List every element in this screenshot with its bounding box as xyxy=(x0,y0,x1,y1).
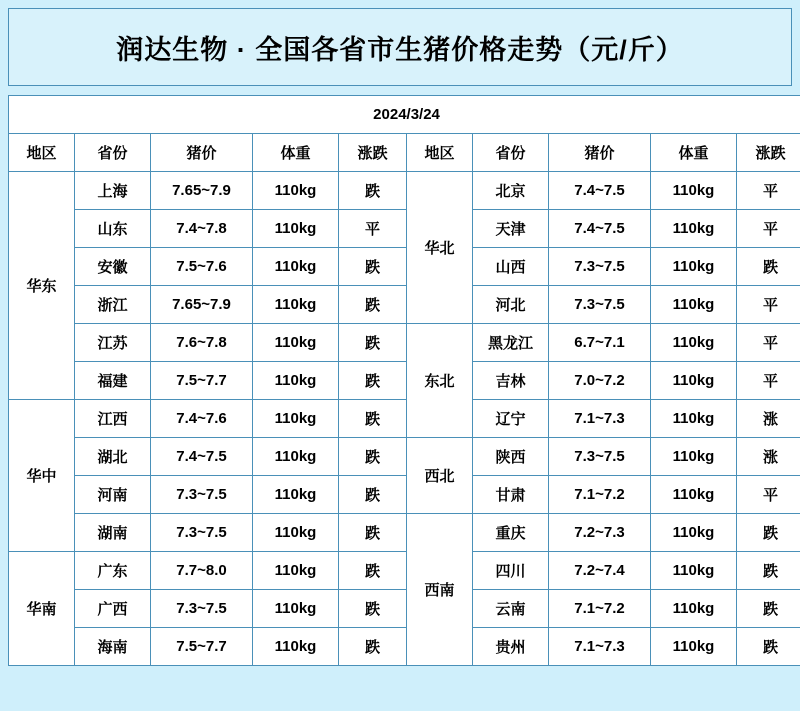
change-cell-right: 平 xyxy=(737,286,800,324)
province-cell-left: 山东 xyxy=(75,210,151,248)
weight-cell-left: 110kg xyxy=(253,324,339,362)
region-cell-right: 东北 xyxy=(407,324,473,438)
weight-cell-right: 110kg xyxy=(651,324,737,362)
col-province-left: 省份 xyxy=(75,134,151,172)
change-cell-left: 跌 xyxy=(339,628,407,666)
weight-cell-left: 110kg xyxy=(253,476,339,514)
region-cell-right: 西南 xyxy=(407,514,473,666)
region-cell-left: 华东 xyxy=(9,172,75,400)
weight-cell-left: 110kg xyxy=(253,400,339,438)
change-cell-right: 跌 xyxy=(737,552,800,590)
change-cell-left: 跌 xyxy=(339,552,407,590)
province-cell-right: 贵州 xyxy=(473,628,549,666)
weight-cell-right: 110kg xyxy=(651,400,737,438)
weight-cell-left: 110kg xyxy=(253,210,339,248)
change-cell-right: 平 xyxy=(737,362,800,400)
province-cell-right: 黑龙江 xyxy=(473,324,549,362)
table-row xyxy=(9,286,800,324)
price-cell-left: 7.5~7.7 xyxy=(151,362,253,400)
table-row xyxy=(9,210,800,248)
change-cell-left: 跌 xyxy=(339,590,407,628)
weight-cell-right: 110kg xyxy=(651,286,737,324)
price-cell-left: 7.3~7.5 xyxy=(151,590,253,628)
price-cell-left: 7.5~7.7 xyxy=(151,628,253,666)
change-cell-left: 跌 xyxy=(339,286,407,324)
weight-cell-left: 110kg xyxy=(253,514,339,552)
table-row xyxy=(9,590,800,628)
change-cell-right: 平 xyxy=(737,476,800,514)
change-cell-right: 跌 xyxy=(737,590,800,628)
price-cell-right: 7.3~7.5 xyxy=(549,248,651,286)
table-row xyxy=(9,552,800,590)
weight-cell-right: 110kg xyxy=(651,552,737,590)
weight-cell-left: 110kg xyxy=(253,628,339,666)
change-cell-right: 跌 xyxy=(737,628,800,666)
change-cell-left: 跌 xyxy=(339,514,407,552)
change-cell-right: 平 xyxy=(737,172,800,210)
province-cell-right: 吉林 xyxy=(473,362,549,400)
report-date: 2024/3/24 xyxy=(9,96,800,134)
province-cell-left: 湖南 xyxy=(75,514,151,552)
province-cell-left: 广东 xyxy=(75,552,151,590)
weight-cell-left: 110kg xyxy=(253,438,339,476)
change-cell-right: 涨 xyxy=(737,400,800,438)
price-cell-left: 7.4~7.6 xyxy=(151,400,253,438)
price-cell-left: 7.3~7.5 xyxy=(151,514,253,552)
province-cell-left: 湖北 xyxy=(75,438,151,476)
col-region-right: 地区 xyxy=(407,134,473,172)
weight-cell-right: 110kg xyxy=(651,172,737,210)
weight-cell-right: 110kg xyxy=(651,248,737,286)
province-cell-left: 海南 xyxy=(75,628,151,666)
weight-cell-right: 110kg xyxy=(651,438,737,476)
price-cell-left: 7.65~7.9 xyxy=(151,286,253,324)
pig-price-table xyxy=(8,95,800,666)
weight-cell-left: 110kg xyxy=(253,286,339,324)
weight-cell-left: 110kg xyxy=(253,552,339,590)
province-cell-left: 江西 xyxy=(75,400,151,438)
weight-cell-right: 110kg xyxy=(651,362,737,400)
table-row xyxy=(9,248,800,286)
province-cell-right: 陕西 xyxy=(473,438,549,476)
change-cell-left: 跌 xyxy=(339,324,407,362)
change-cell-right: 平 xyxy=(737,210,800,248)
region-cell-right: 华北 xyxy=(407,172,473,324)
price-cell-right: 7.3~7.5 xyxy=(549,438,651,476)
table-row xyxy=(9,514,800,552)
price-cell-left: 7.7~8.0 xyxy=(151,552,253,590)
province-cell-right: 辽宁 xyxy=(473,400,549,438)
weight-cell-left: 110kg xyxy=(253,362,339,400)
price-cell-right: 7.1~7.2 xyxy=(549,590,651,628)
province-cell-right: 山西 xyxy=(473,248,549,286)
region-cell-left: 华中 xyxy=(9,400,75,552)
price-cell-left: 7.5~7.6 xyxy=(151,248,253,286)
province-cell-right: 北京 xyxy=(473,172,549,210)
col-region-left: 地区 xyxy=(9,134,75,172)
weight-cell-right: 110kg xyxy=(651,210,737,248)
province-cell-left: 安徽 xyxy=(75,248,151,286)
province-cell-left: 浙江 xyxy=(75,286,151,324)
change-cell-left: 跌 xyxy=(339,476,407,514)
price-cell-left: 7.3~7.5 xyxy=(151,476,253,514)
price-cell-left: 7.65~7.9 xyxy=(151,172,253,210)
table-row xyxy=(9,362,800,400)
province-cell-right: 甘肃 xyxy=(473,476,549,514)
weight-cell-left: 110kg xyxy=(253,172,339,210)
price-cell-right: 7.0~7.2 xyxy=(549,362,651,400)
table-row xyxy=(9,438,800,476)
province-cell-right: 河北 xyxy=(473,286,549,324)
page-title: 润达生物 · 全国各省市生猪价格走势（元/斤） xyxy=(116,34,684,65)
change-cell-left: 跌 xyxy=(339,362,407,400)
header-row xyxy=(9,134,800,172)
region-cell-left: 华南 xyxy=(9,552,75,666)
price-cell-right: 7.2~7.4 xyxy=(549,552,651,590)
province-cell-left: 上海 xyxy=(75,172,151,210)
change-cell-left: 跌 xyxy=(339,400,407,438)
change-cell-right: 跌 xyxy=(737,514,800,552)
region-cell-right: 西北 xyxy=(407,438,473,514)
price-cell-right: 7.1~7.3 xyxy=(549,400,651,438)
change-cell-right: 平 xyxy=(737,324,800,362)
province-cell-right: 重庆 xyxy=(473,514,549,552)
col-change-right: 涨跌 xyxy=(737,134,800,172)
price-cell-right: 6.7~7.1 xyxy=(549,324,651,362)
title-banner xyxy=(8,8,792,86)
change-cell-right: 涨 xyxy=(737,438,800,476)
province-cell-left: 广西 xyxy=(75,590,151,628)
weight-cell-right: 110kg xyxy=(651,514,737,552)
weight-cell-right: 110kg xyxy=(651,476,737,514)
province-cell-left: 河南 xyxy=(75,476,151,514)
weight-cell-right: 110kg xyxy=(651,628,737,666)
change-cell-left: 平 xyxy=(339,210,407,248)
price-cell-right: 7.4~7.5 xyxy=(549,172,651,210)
table-row xyxy=(9,400,800,438)
change-cell-left: 跌 xyxy=(339,248,407,286)
province-cell-left: 江苏 xyxy=(75,324,151,362)
price-cell-left: 7.4~7.5 xyxy=(151,438,253,476)
table-row xyxy=(9,324,800,362)
price-cell-right: 7.4~7.5 xyxy=(549,210,651,248)
spacer xyxy=(8,86,792,95)
col-province-right: 省份 xyxy=(473,134,549,172)
province-cell-left: 福建 xyxy=(75,362,151,400)
weight-cell-left: 110kg xyxy=(253,248,339,286)
date-row xyxy=(9,96,800,134)
weight-cell-right: 110kg xyxy=(651,590,737,628)
price-cell-right: 7.1~7.3 xyxy=(549,628,651,666)
col-price-right: 猪价 xyxy=(549,134,651,172)
change-cell-right: 跌 xyxy=(737,248,800,286)
province-cell-right: 云南 xyxy=(473,590,549,628)
table-row xyxy=(9,476,800,514)
price-cell-left: 7.6~7.8 xyxy=(151,324,253,362)
change-cell-left: 跌 xyxy=(339,172,407,210)
col-weight-left: 体重 xyxy=(253,134,339,172)
province-cell-right: 天津 xyxy=(473,210,549,248)
weight-cell-left: 110kg xyxy=(253,590,339,628)
price-cell-right: 7.2~7.3 xyxy=(549,514,651,552)
col-price-left: 猪价 xyxy=(151,134,253,172)
col-weight-right: 体重 xyxy=(651,134,737,172)
table-row xyxy=(9,628,800,666)
price-cell-right: 7.3~7.5 xyxy=(549,286,651,324)
price-cell-right: 7.1~7.2 xyxy=(549,476,651,514)
table-row xyxy=(9,172,800,210)
price-cell-left: 7.4~7.8 xyxy=(151,210,253,248)
change-cell-left: 跌 xyxy=(339,438,407,476)
province-cell-right: 四川 xyxy=(473,552,549,590)
col-change-left: 涨跌 xyxy=(339,134,407,172)
